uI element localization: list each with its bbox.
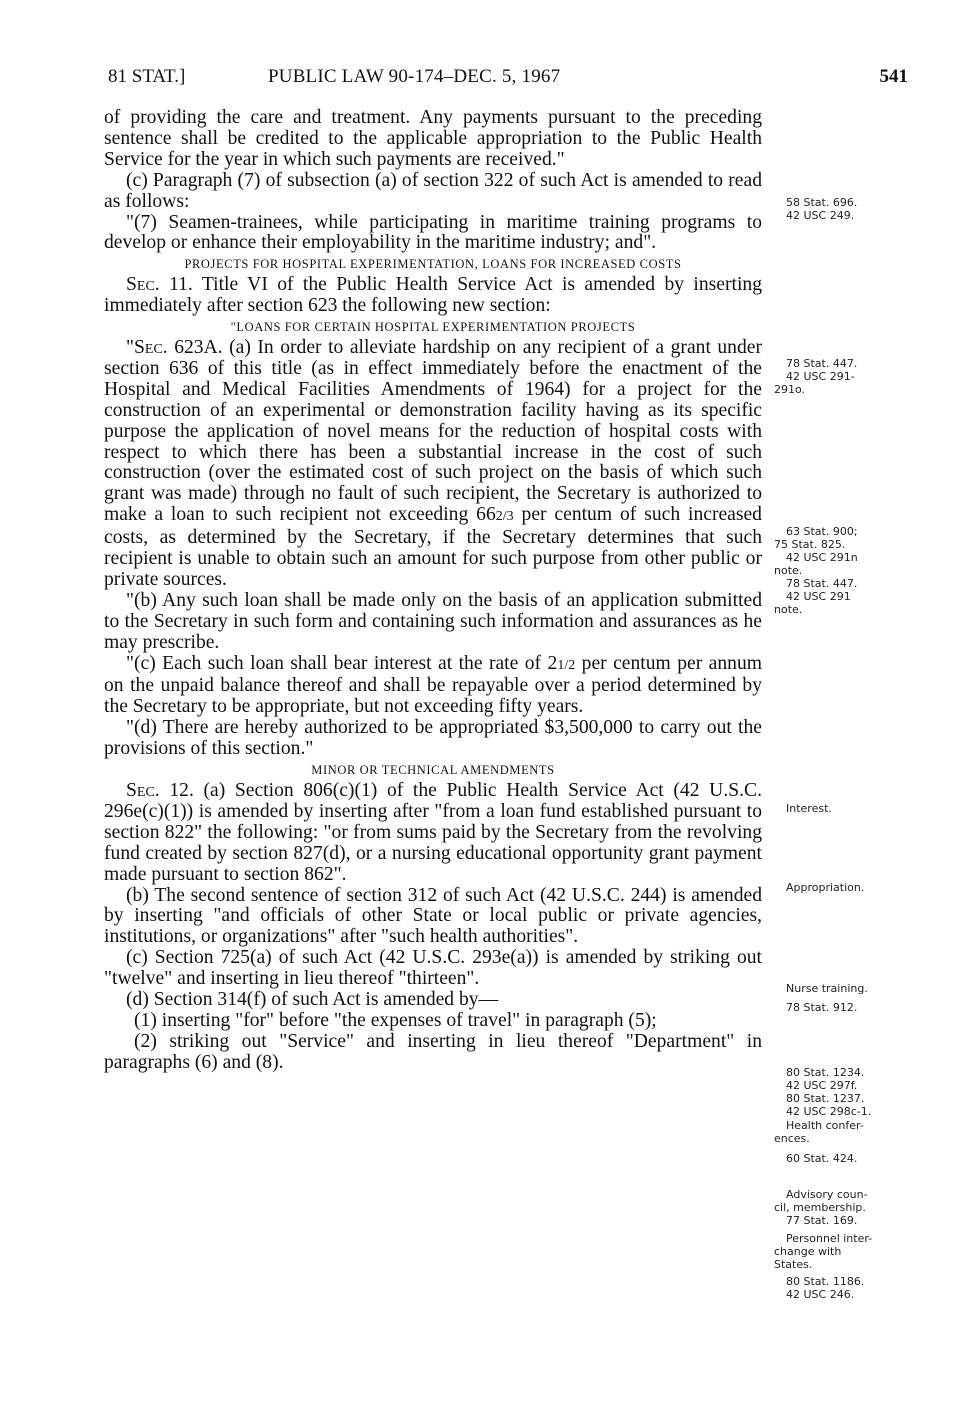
note-line: 78 Stat. 912. — [786, 1001, 858, 1014]
margin-note — [774, 525, 858, 616]
margin-note — [786, 982, 868, 1014]
note-line: Health confer- — [786, 1119, 864, 1132]
paragraph-623a-b: "(b) Any such loan shall be made only on the basis of an application submitted to the Secretary in such form and containing such information and assurances as he may prescribe. — [104, 589, 762, 653]
note-line: 42 USC 297f. — [786, 1079, 858, 1092]
paragraph-sec-623a — [104, 338, 762, 591]
sec-label: Sec. — [126, 780, 160, 801]
running-header — [108, 66, 908, 90]
margin-note — [774, 357, 858, 396]
note-line: Advisory coun- — [786, 1188, 868, 1201]
note-line: 80 Stat. 1186. — [786, 1275, 865, 1288]
percent-number: 66 — [476, 504, 496, 526]
margin-note — [774, 1232, 873, 1271]
margin-note — [774, 1188, 868, 1227]
note-line: 80 Stat. 1234. — [786, 1066, 865, 1079]
note-line: note. — [774, 603, 803, 616]
margin-note — [786, 1275, 864, 1301]
margin-note — [786, 802, 832, 815]
percent-fraction: 2/3 — [495, 509, 514, 525]
paragraph-12-b: (b) The second sentence of section 312 of such Act (42 U.S.C. 244) is amended by inserting "and officials of other State or local public or private agencies, institutions, or organizations" after "such health authorities". — [104, 884, 762, 948]
heading-minor-amendments: MINOR OR TECHNICAL AMENDMENTS — [311, 763, 555, 778]
interest-text-b: per centum per annum on the unpaid balance thereof and shall be repayable over a period determined by the Secretary to be appropriate, but not exceeding fifty years. — [104, 652, 762, 718]
paragraph-623a-d: "(d) There are hereby authorized to be appropriated $3,500,000 to carry out the provisions of this section." — [104, 717, 762, 760]
note-line: Interest. — [786, 802, 832, 815]
paragraph-sec-11 — [104, 275, 762, 317]
page-number: 541 — [879, 66, 908, 87]
interest-fraction: 1/2 — [557, 657, 576, 673]
note-line: 291o. — [774, 383, 806, 396]
note-line: 42 USC 291 — [786, 590, 851, 603]
interest-number: 2 — [547, 652, 558, 674]
note-line: Nurse training. — [786, 982, 868, 995]
paragraph-section-322: (c) Paragraph (7) of subsection (a) of section 322 of such Act is amended to read as follows: — [104, 169, 762, 212]
heading-loans-experimentation: "LOANS FOR CERTAIN HOSPITAL EXPERIMENTATION PROJECTS — [230, 320, 636, 335]
sec-623a-end: per centum of such increased costs, as determined by the Secretary, if the Secretary determines that such recipient is unable to obtain such an amount for such purpose from other public or private sources. — [104, 504, 762, 590]
note-line: 58 Stat. 696. — [786, 196, 858, 209]
margin-note — [786, 1066, 871, 1118]
sec-11-text: 11. Title VI of the Public Health Service Act is amended by inserting immediately after section 623 the following new section: — [104, 274, 762, 317]
note-line: Personnel inter- — [786, 1232, 873, 1245]
note-line: 42 USC 298c-1. — [786, 1105, 872, 1118]
heading-hospital-experimentation: PROJECTS FOR HOSPITAL EXPERIMENTATION, LOANS FOR INCREASED COSTS — [184, 257, 682, 272]
note-line: change with — [774, 1245, 842, 1258]
note-line: 75 Stat. 825. — [774, 538, 846, 551]
note-line: 42 USC 246. — [786, 1288, 855, 1301]
paragraph-12-d-1: (1) inserting "for" before "the expenses of travel" in paragraph (5); — [134, 1009, 657, 1031]
quote-mark: " — [126, 336, 134, 358]
paragraph-12-d: (d) Section 314(f) of such Act is amended by— — [126, 989, 499, 1011]
note-line: 78 Stat. 447. — [786, 577, 858, 590]
sec-label: Sec. — [126, 274, 160, 296]
note-line: 42 USC 249. — [786, 209, 855, 222]
note-line: cil, membership. — [774, 1201, 866, 1214]
volume-reference: 81 STAT.] — [108, 66, 186, 87]
margin-note — [774, 1119, 864, 1145]
paragraph-care-treatment: of providing the care and treatment. Any payments pursuant to the preceding sentence shall be credited to the applicable appropriation to the Public Health Service for the year in which such payments are received." — [104, 107, 762, 170]
sec-label: Sec. — [134, 336, 168, 358]
page-title: PUBLIC LAW 90-174–DEC. 5, 1967 — [268, 66, 561, 87]
margin-note — [786, 196, 857, 222]
note-line: note. — [774, 564, 803, 577]
paragraph-623a-c — [104, 654, 762, 719]
paragraph-sec-12 — [104, 781, 762, 886]
margin-note — [786, 1152, 857, 1165]
note-line: ences. — [774, 1132, 810, 1145]
sec-623a-text: 623A. (a) In order to alleviate hardship on any recipient of a grant under section 636 of this title (as in effect immediately before the enactment of the Hospital and Medical Facilities Amendments of 1964) for a project for the construction of an experimental or demonstration facility having as its specific purpose the application of novel means for the reduction of hospital costs with respect to which there has been a substantial increase in the cost of such construction (over the estimated cost of such project on the basis of which such grant was made) through no fault of such recipient, the Secretary is authorized to make a loan to such recipient not exceeding — [104, 336, 762, 526]
interest-text-a: "(c) Each such loan shall bear interest at the rate of — [126, 652, 542, 674]
paragraph-12-c: (c) Section 725(a) of such Act (42 U.S.C. 293e(a)) is amended by striking out "twelve" and inserting in lieu thereof "thirteen". — [104, 947, 762, 990]
note-line: 63 Stat. 900; — [786, 525, 858, 538]
note-line: 78 Stat. 447. — [786, 357, 858, 370]
note-line: Appropriation. — [786, 881, 865, 894]
paragraph-12-d-2: (2) striking out "Service" and inserting in lieu thereof "Department" in paragraphs (6) and (8). — [104, 1030, 762, 1073]
note-line: 42 USC 291- — [786, 370, 855, 383]
margin-note — [786, 881, 864, 894]
note-line: 77 Stat. 169. — [786, 1214, 858, 1227]
note-line: 42 USC 291n — [786, 551, 858, 564]
sec-12-text: 12. (a) Section 806(c)(1) of the Public Health Service Act (42 U.S.C. 296e(c)(1)) is amended by inserting after "from a loan fund established pursuant to section 822" the following: "or from sums paid by the Secretary from the revolving fund created by section 827(d), or a nursing educational opportunity grant payment made pursuant to section 862". — [104, 780, 762, 885]
paragraph-seamen-trainees: "(7) Seamen-trainees, while participating in maritime training programs to develop or enhance their employability in the maritime industry; and". — [104, 211, 762, 254]
main-text — [104, 108, 762, 1074]
note-line: 80 Stat. 1237. — [786, 1092, 865, 1105]
note-line: 60 Stat. 424. — [786, 1152, 858, 1165]
note-line: States. — [774, 1258, 813, 1271]
